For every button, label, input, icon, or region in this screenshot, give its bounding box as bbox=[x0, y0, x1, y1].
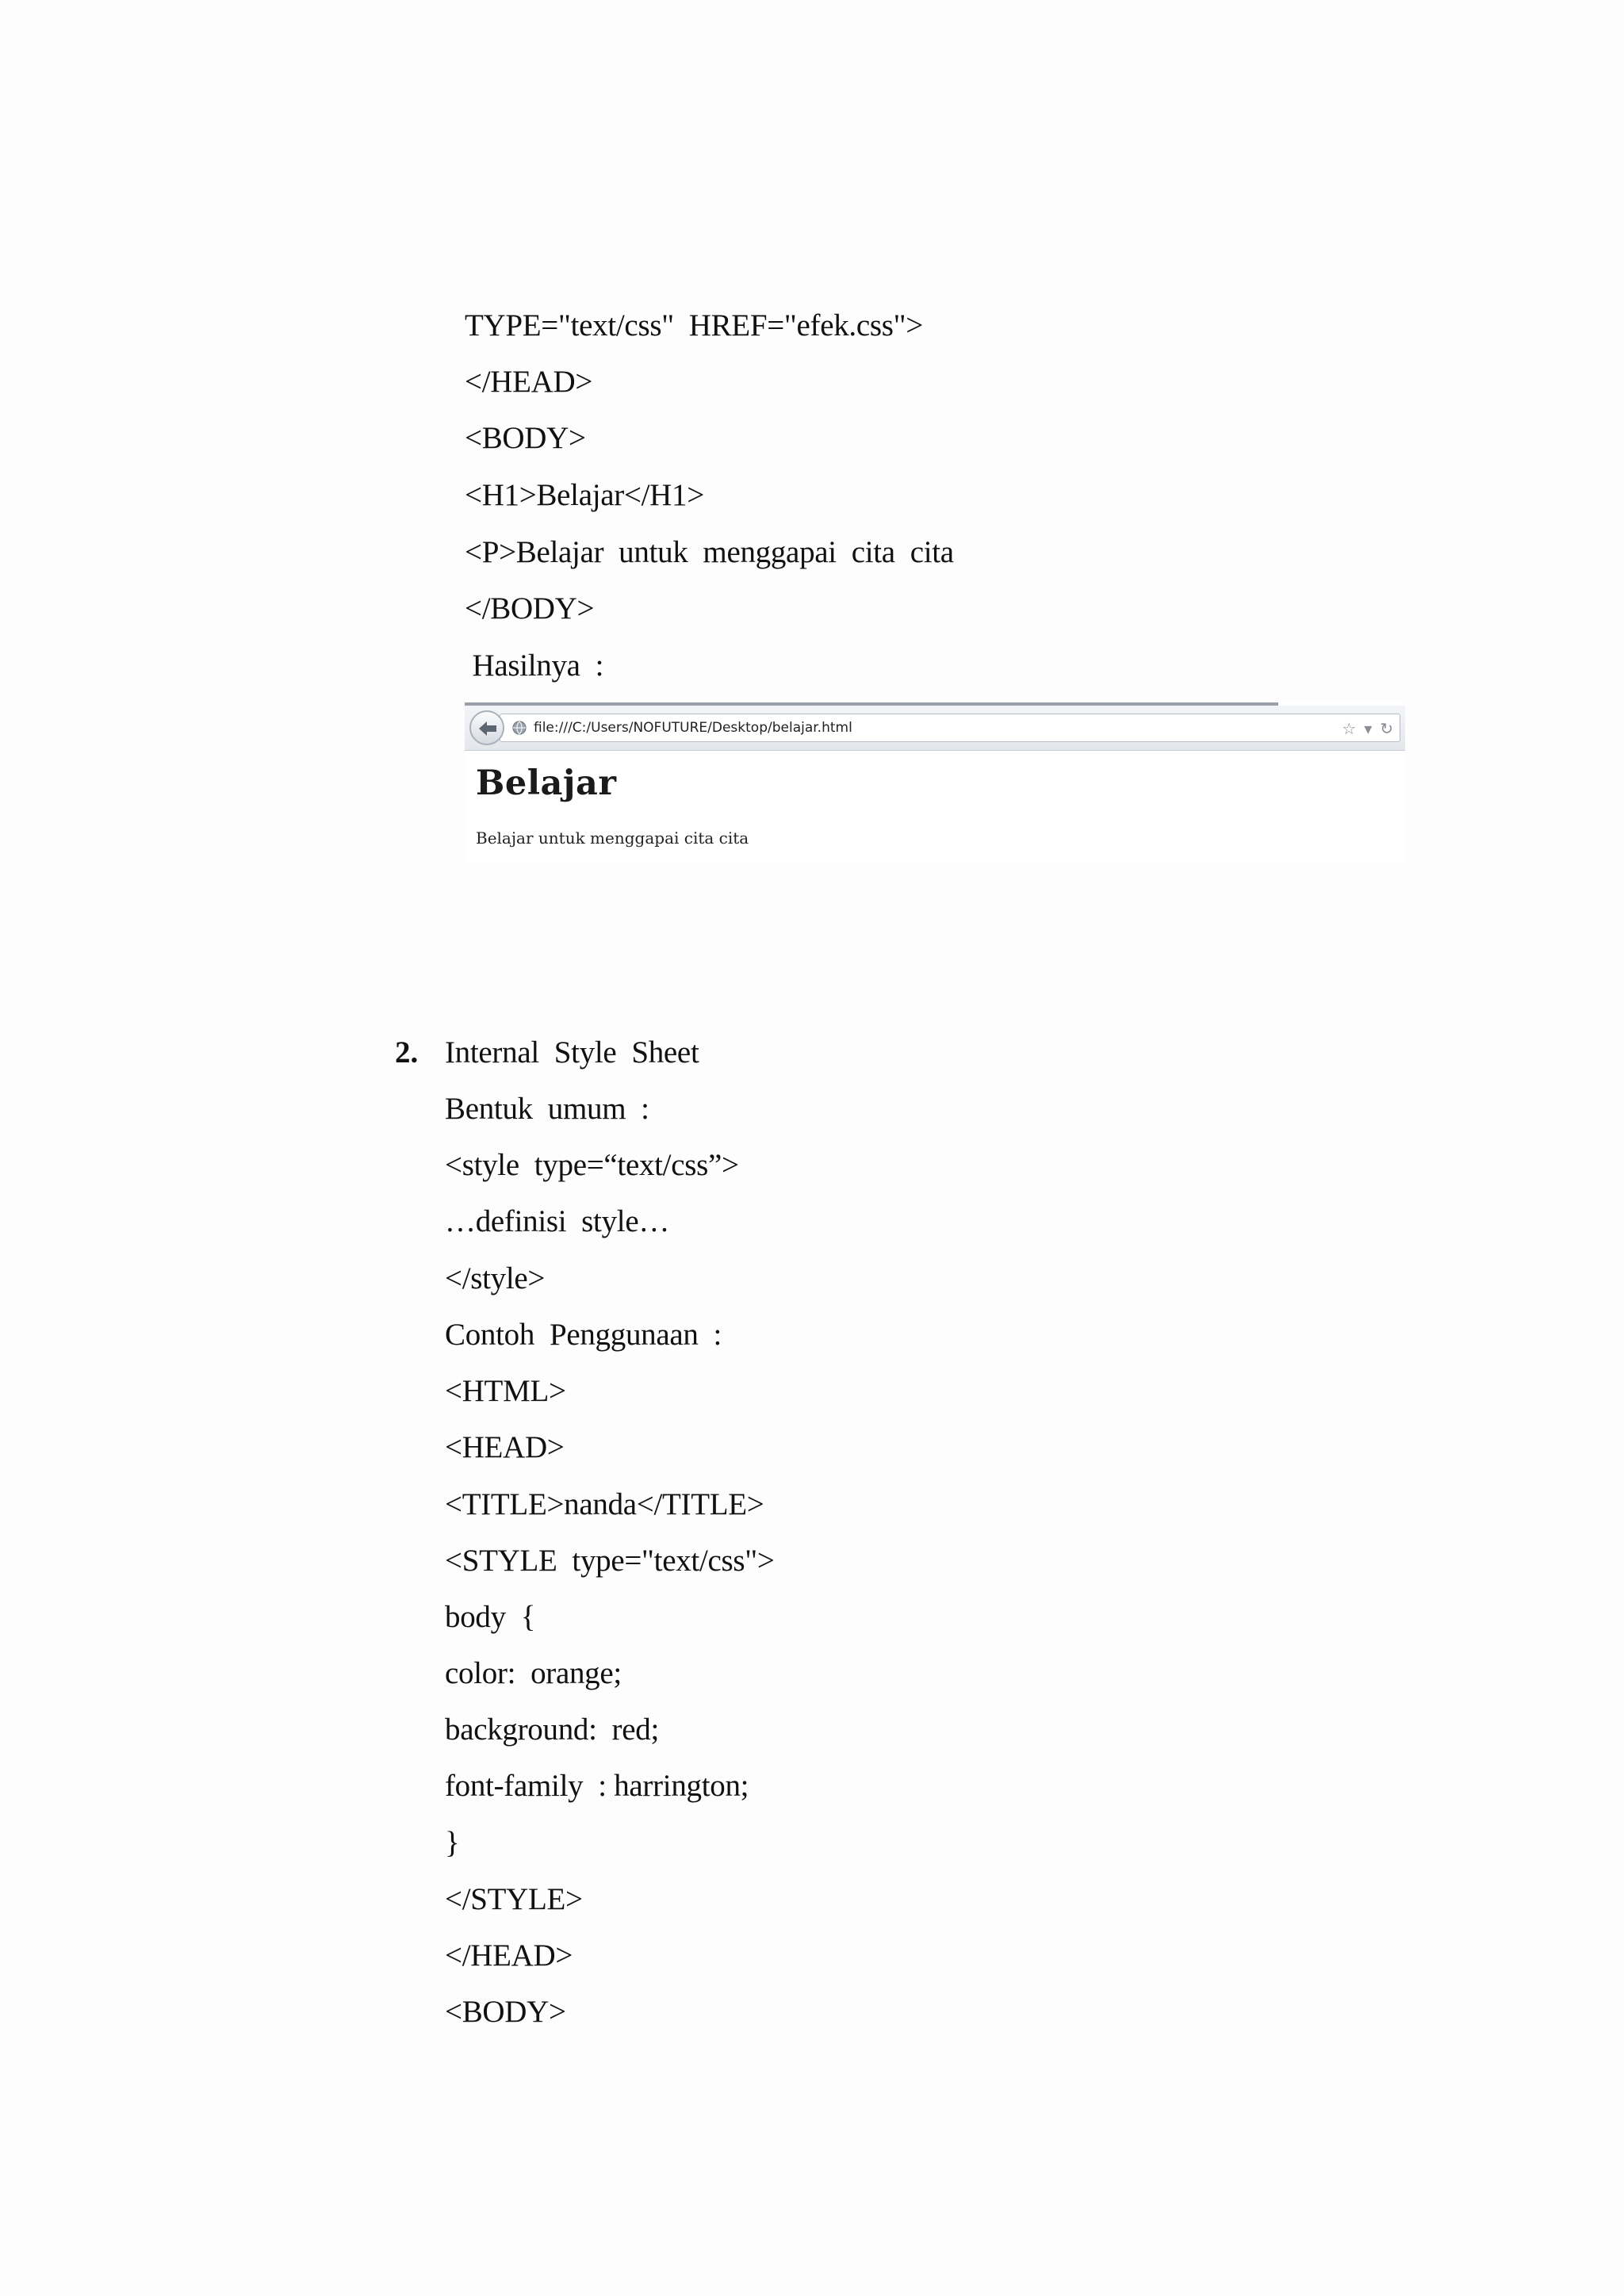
rendered-heading: Belajar bbox=[476, 763, 617, 803]
address-bar bbox=[500, 714, 1400, 742]
text-line: Bentuk umum : bbox=[445, 1092, 649, 1126]
code-line: <STYLE type="text/css"> bbox=[445, 1544, 775, 1578]
browser-toolbar bbox=[465, 706, 1405, 751]
code-line: <style type=“text/css”> bbox=[445, 1148, 739, 1182]
code-line: <HTML> bbox=[445, 1374, 566, 1408]
code-line: } bbox=[445, 1826, 460, 1860]
star-icon: ☆ bbox=[1342, 719, 1357, 738]
code-line: </STYLE> bbox=[445, 1882, 583, 1916]
section-heading: Internal Style Sheet bbox=[445, 1035, 699, 1070]
browser-screenshot bbox=[465, 702, 1405, 863]
list-number: 2. bbox=[395, 1035, 419, 1070]
code-line: <BODY> bbox=[465, 421, 586, 455]
result-label: Hasilnya : bbox=[465, 649, 604, 683]
code-line: background: red; bbox=[445, 1712, 659, 1747]
code-line: </BODY> bbox=[465, 591, 595, 626]
code-line: <HEAD> bbox=[445, 1430, 565, 1464]
code-line: body { bbox=[445, 1600, 536, 1634]
code-line: <BODY> bbox=[445, 1995, 566, 2029]
code-line: <H1>Belajar</H1> bbox=[465, 478, 704, 512]
text-line: Contoh Penggunaan : bbox=[445, 1318, 722, 1352]
code-line: TYPE="text/css" HREF="efek.css"> bbox=[465, 308, 923, 342]
url-text: file:///C:/Users/NOFUTURE/Desktop/belajar.html bbox=[534, 720, 852, 736]
code-line: </HEAD> bbox=[445, 1938, 573, 1973]
rendered-paragraph: Belajar untuk menggapai cita cita bbox=[476, 828, 749, 848]
code-line: </HEAD> bbox=[465, 365, 593, 399]
reload-icon: ↻ bbox=[1380, 719, 1393, 738]
code-line: <TITLE>nanda</TITLE> bbox=[445, 1487, 764, 1521]
code-line: …definisi style… bbox=[445, 1204, 670, 1238]
back-arrow-icon bbox=[469, 710, 504, 745]
globe-icon bbox=[511, 720, 527, 740]
code-line: <P>Belajar untuk menggapai cita cita bbox=[465, 535, 954, 569]
code-line: </style> bbox=[445, 1261, 546, 1295]
dropdown-icon: ▾ bbox=[1364, 719, 1373, 738]
code-line: color: orange; bbox=[445, 1656, 622, 1690]
code-line: font-family : harrington; bbox=[445, 1769, 749, 1803]
